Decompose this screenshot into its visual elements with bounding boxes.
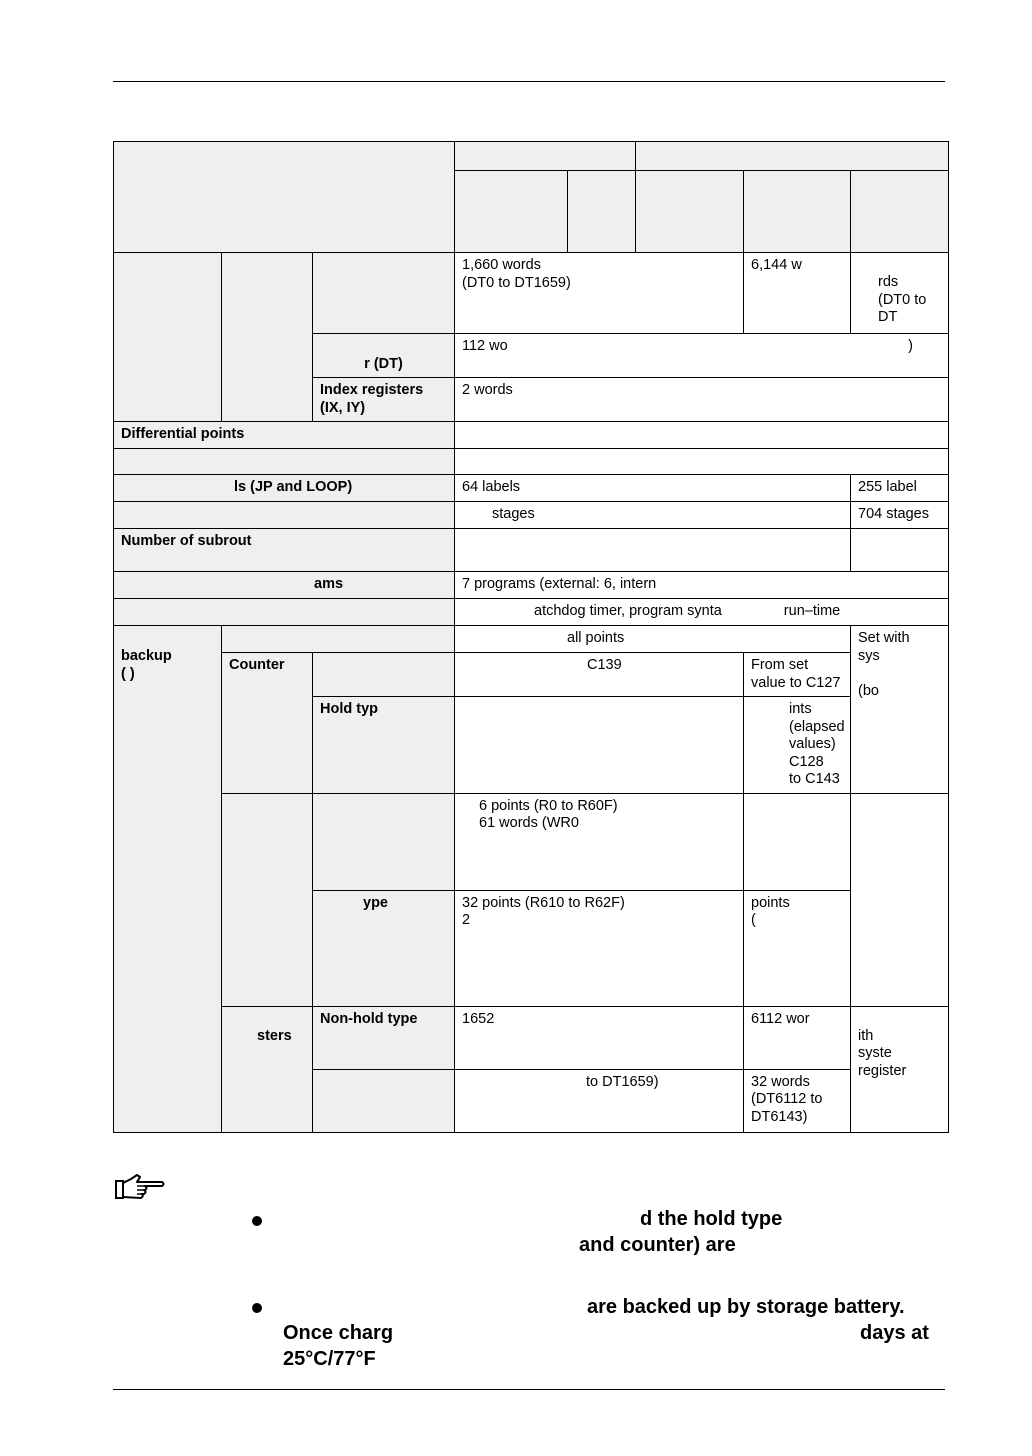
- differential-points-value: [455, 422, 949, 449]
- special-data-register-label: r (DT): [313, 334, 455, 378]
- dr-hold-type-label: [313, 1069, 455, 1132]
- note-2-line-3: 25°C/77°F: [283, 1348, 376, 1370]
- timer-value: all points: [455, 626, 851, 653]
- header-group-1: [455, 142, 636, 171]
- counter-label: Counter: [222, 653, 313, 794]
- counter-set-with-value: Set with sys (bo: [851, 626, 949, 794]
- dr-nonhold-type-label: Non-hold type: [313, 1006, 455, 1069]
- header-col-3: [636, 171, 744, 253]
- index-registers-value: 2 words: [455, 378, 949, 422]
- counter-hold-type-label: Hold typ: [313, 697, 455, 794]
- self-diagnostic-label: [114, 599, 455, 626]
- counter-hold-type-value: [455, 697, 744, 794]
- relay-set-with-value: [851, 793, 949, 1006]
- interrupt-programs-label: ams: [114, 572, 455, 599]
- data-registers-label: sters: [222, 1006, 313, 1132]
- dr-nonhold-type-value-2: 6112 wor: [744, 1006, 851, 1069]
- subroutines-value: [455, 529, 851, 572]
- dr-hold-type-value-2: 32 words (DT6112 to DT6143): [744, 1069, 851, 1132]
- timer-label: [222, 626, 455, 653]
- relay-nonhold-value: 6 points (R0 to R60F) 61 words (WR0: [455, 793, 744, 890]
- counter-hold-type-value-2: ints (elapsed values) C128 to C143: [744, 697, 851, 794]
- special-data-register-value: 112 wo ): [455, 334, 949, 378]
- step-ladder-value: stages: [455, 502, 851, 529]
- relay-hold-type-label: ype: [313, 890, 455, 1006]
- dr-nonhold-type-value: 1652: [455, 1006, 744, 1069]
- note-1-line-1: d the hold type: [640, 1208, 783, 1230]
- footer-rule: [113, 1389, 945, 1390]
- relay-hold-type-value-2: points (: [744, 890, 851, 1006]
- step-ladder-value-2: 704 stages: [851, 502, 949, 529]
- pointing-hand-icon: [113, 1172, 167, 1204]
- header-group-2: [636, 142, 949, 171]
- dr-hold-type-value: to DT1659): [455, 1069, 744, 1132]
- data-register-value: 1,660 words (DT0 to DT1659): [455, 253, 744, 334]
- data-register-value-3: rds (DT0 to DT: [851, 253, 949, 334]
- memory-sub-label: [222, 253, 313, 422]
- specification-table: [113, 141, 949, 1133]
- header-item-cell: [114, 142, 455, 253]
- header-col-4: [744, 171, 851, 253]
- header-rule: [113, 81, 945, 82]
- note-2-line-2a: Once charg: [283, 1322, 394, 1344]
- relay-hold-type-value: 32 points (R610 to R62F) 2: [455, 890, 744, 1006]
- note-bullet-1: [252, 1216, 262, 1226]
- memory-area-label: [114, 253, 222, 422]
- subroutines-value-2: [851, 529, 949, 572]
- master-control-label: [114, 449, 455, 475]
- internal-relay-label: [222, 793, 313, 1006]
- header-col-1: [455, 171, 568, 253]
- subroutines-label: Number of subrout: [114, 529, 455, 572]
- note-2-line-2b: days at: [860, 1322, 929, 1344]
- interrupt-programs-value: 7 programs (external: 6, intern: [455, 572, 949, 599]
- counter-nonhold-value: C139: [455, 653, 744, 697]
- step-ladder-label: [114, 502, 455, 529]
- relay-nonhold-label: [313, 793, 455, 890]
- note-2-line-1: are backed up by storage battery.: [587, 1296, 905, 1318]
- note-1-line-2: and counter) are: [579, 1234, 736, 1256]
- counter-nonhold-value-2: From set value to C127: [744, 653, 851, 697]
- header-col-5: [851, 171, 949, 253]
- header-col-2: [568, 171, 636, 253]
- index-registers-label: Index registers (IX, IY): [313, 378, 455, 422]
- note-bullet-2: [252, 1303, 262, 1313]
- data-register-label: [313, 253, 455, 334]
- self-diagnostic-value: atchdog timer, program synta run–time: [455, 599, 949, 626]
- counter-nonhold-label: [313, 653, 455, 697]
- labels-value-2: 255 label: [851, 475, 949, 502]
- labels-value: 64 labels: [455, 475, 851, 502]
- master-control-value: [455, 449, 949, 475]
- labels-label: ls (JP and LOOP): [114, 475, 455, 502]
- backup-label: backup ( ): [114, 626, 222, 1133]
- data-register-value-2: 6,144 w: [744, 253, 851, 334]
- dr-set-with-value: ith syste register: [851, 1006, 949, 1132]
- relay-nonhold-value-2: [744, 793, 851, 890]
- differential-points-label: Differential points: [114, 422, 455, 449]
